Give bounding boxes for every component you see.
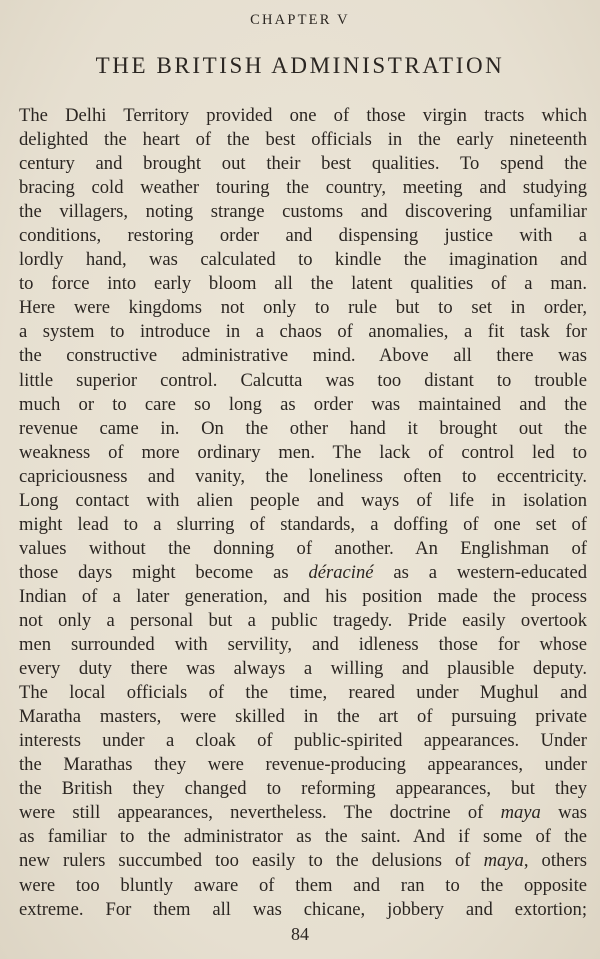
- text-line: little superior control. Calcutta was too distant to trouble: [19, 369, 587, 391]
- text-line: bracing cold weather touring the country, meeting and studying: [19, 177, 587, 199]
- text-line: as familiar to the administrator as the saint. And if some of the: [19, 826, 587, 848]
- text-line: the British they changed to reforming appearances, but they: [19, 778, 587, 800]
- text-line: much or to care so long as order was maintained and the: [19, 393, 587, 415]
- text-line: Here were kingdoms not only to rule but to set in order,: [19, 297, 587, 319]
- text-line: [19, 801, 587, 825]
- text-line: to force into early bloom all the latent qualities of a man.: [19, 273, 587, 295]
- text-line: not only a personal but a public tragedy. Pride easily overtook: [19, 609, 587, 631]
- text-line: delighted the heart of the best officials in the early nineteenth: [19, 129, 587, 151]
- text-segment: those days might become as: [19, 561, 309, 583]
- text-line: lordly hand, was calculated to kindle the imagination and: [19, 249, 587, 271]
- text-line: men surrounded with servility, and idleness those for whose: [19, 634, 587, 656]
- chapter-label: CHAPTER V: [250, 12, 350, 28]
- text-segment: was: [540, 802, 587, 824]
- text-line: revenue came in. On the other hand it brought out the: [19, 417, 587, 439]
- text-line: the constructive administrative mind. Above all there was: [19, 345, 587, 367]
- text-segment: as a western-educated: [373, 561, 587, 583]
- text-segment: , others: [523, 850, 587, 872]
- text-line: the Marathas they were revenue-producing appearances, under: [19, 754, 587, 776]
- text-line: the villagers, noting strange customs and discovering unfamiliar: [19, 201, 587, 223]
- text-line: values without the donning of another. An Englishman of: [19, 537, 587, 559]
- text-segment: were still appearances, nevertheless. The doctrine of: [19, 802, 501, 824]
- text-line: conditions, restoring order and dispensing justice with a: [19, 225, 587, 247]
- text-line: weakness of more ordinary men. The lack of control led to: [19, 441, 587, 463]
- text-line: Maratha masters, were skilled in the art of pursuing private: [19, 706, 587, 728]
- text-line: The local officials of the time, reared under Mughul and: [19, 682, 587, 704]
- text-line: might lead to a slurring of standards, a doffing of one set of: [19, 513, 587, 535]
- text-line: Indian of a later generation, and his position made the process: [19, 585, 587, 607]
- body-paragraph: [19, 104, 587, 922]
- page-number: 84: [291, 924, 309, 944]
- text-line: a system to introduce in a chaos of anomalies, a fit task for: [19, 321, 587, 343]
- chapter-title: THE BRITISH ADMINISTRATION: [95, 53, 505, 78]
- text-line: century and brought out their best qualities. To spend the: [19, 153, 587, 175]
- italic-term: maya: [483, 850, 524, 872]
- text-line: were too bluntly aware of them and ran to the opposite: [19, 874, 587, 896]
- text-line: extreme. For them all was chicane, jobbery and extortion;: [19, 898, 587, 920]
- text-line: every duty there was always a willing and plausible deputy.: [19, 658, 587, 680]
- italic-term: maya: [500, 802, 541, 824]
- text-line: interests under a cloak of public-spirited appearances. Under: [19, 730, 587, 752]
- text-line: The Delhi Territory provided one of those virgin tracts which: [19, 105, 587, 126]
- text-line: Long contact with alien people and ways of life in isolation: [19, 489, 587, 511]
- text-line: capriciousness and vanity, the loneliness often to eccentricity.: [19, 465, 587, 487]
- text-line: [19, 561, 587, 585]
- text-line: [19, 849, 587, 873]
- text-segment: new rulers succumbed too easily to the delusions of: [19, 850, 484, 872]
- italic-term: déraciné: [308, 561, 374, 583]
